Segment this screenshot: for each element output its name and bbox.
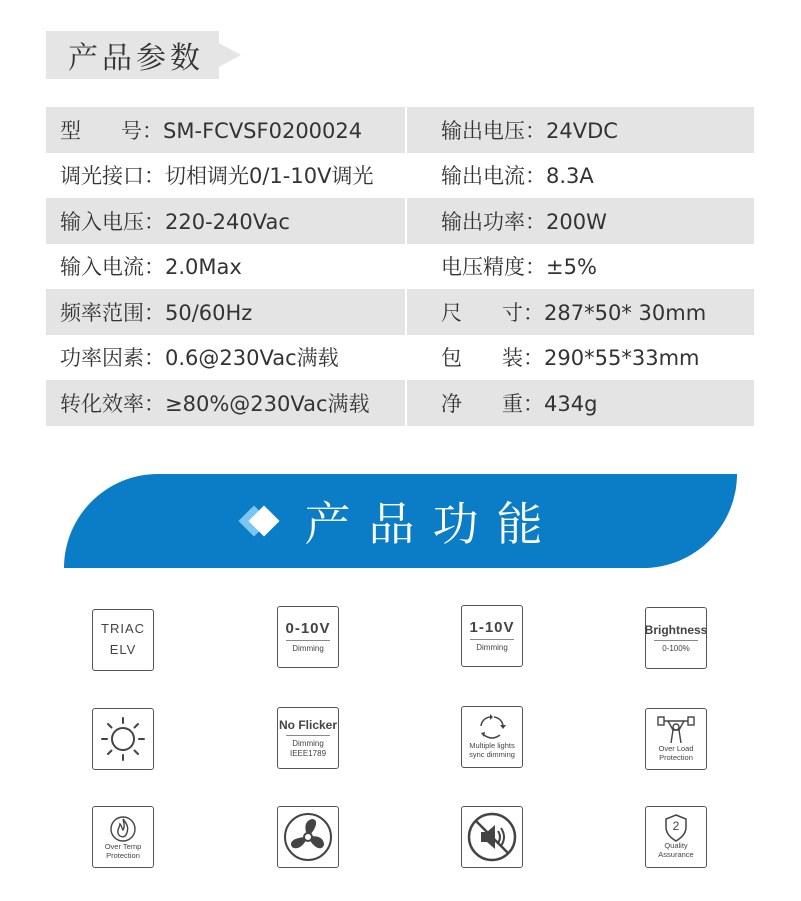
shield-icon <box>664 814 688 842</box>
banner-title: 产品功能 <box>304 497 561 551</box>
sun-glyph <box>98 714 148 764</box>
param-cell: 净 重：434g <box>441 391 598 416</box>
param-cell: 电压精度：±5% <box>441 255 597 280</box>
diamond-icon <box>241 501 281 541</box>
brightness-title: Brightness <box>644 622 708 637</box>
triac-elv-icon <box>92 609 154 671</box>
triac-label: TRIAC <box>101 621 145 637</box>
elv-label: ELV <box>109 642 137 657</box>
features-banner <box>64 474 737 568</box>
param-cell: 输出电压：24VDC <box>441 118 618 143</box>
over-temp-line1: Over Temp <box>104 842 142 852</box>
multi-sync-line1: Multiple lights <box>469 741 515 751</box>
over-load-line1: Over Load <box>658 744 694 754</box>
dimming-0-10v-icon <box>277 606 339 668</box>
sync-arrows-icon <box>475 714 509 742</box>
over-load-line2: Protection <box>659 753 693 762</box>
table-row <box>46 107 754 153</box>
flame-shield-icon <box>106 813 140 843</box>
params-table <box>46 107 754 426</box>
param-cell: 输入电流：2.0Max <box>46 244 407 290</box>
section-title-tab <box>46 31 219 79</box>
param-cell: 频率范围：50/60Hz <box>46 289 407 335</box>
dimming-0-10v-title: 0-10V <box>285 620 331 638</box>
brightness-sub: 0-100% <box>662 643 690 653</box>
param-cell: 包 装：290*55*33mm <box>441 346 700 371</box>
brightness-icon <box>645 607 707 669</box>
dimming-1-10v-sub: Dimming <box>476 643 508 653</box>
param-cell: 型 号：SM-FCVSF0200024 <box>46 107 407 153</box>
param-cell: 转化效率：≥80%@230Vac满载 <box>46 380 407 426</box>
table-row <box>46 198 754 244</box>
table-row <box>46 244 754 290</box>
no-flicker-icon <box>277 707 339 769</box>
weightlifter-icon <box>656 715 696 745</box>
fan-icon <box>277 806 339 868</box>
table-row <box>46 335 754 381</box>
quality-number: 2 <box>672 819 680 834</box>
section-title: 产品参数 <box>68 41 204 76</box>
over-temp-icon <box>92 806 154 868</box>
table-row <box>46 380 754 426</box>
quality-line1: Quality <box>664 841 688 851</box>
param-cell: 尺 寸：287*50* 30mm <box>441 300 707 325</box>
quality-icon <box>645 806 707 868</box>
table-row <box>46 153 754 199</box>
multi-sync-icon <box>461 706 523 768</box>
no-flicker-sub2: IEEE1789 <box>289 748 327 758</box>
silent-icon <box>461 806 523 868</box>
multi-sync-line2: sync dimming <box>469 750 515 759</box>
over-load-icon <box>645 708 707 770</box>
over-temp-line2: Protection <box>106 851 140 860</box>
param-cell: 调光接口：切相调光0/1-10V调光 <box>46 153 407 199</box>
mute-glyph <box>466 811 518 863</box>
param-cell: 输出功率：200W <box>441 209 607 234</box>
param-cell: 输入电压：220-240Vac <box>46 198 407 244</box>
dimming-1-10v-title: 1-10V <box>469 619 515 637</box>
dimming-0-10v-sub: Dimming <box>292 644 324 654</box>
table-row <box>46 289 754 335</box>
fan-glyph <box>282 811 334 863</box>
quality-line2: Assurance <box>658 850 694 859</box>
dimming-1-10v-icon <box>461 605 523 667</box>
no-flicker-title: No Flicker <box>278 717 338 732</box>
no-flicker-sub1: Dimming <box>292 738 324 748</box>
param-cell: 功率因素：0.6@230Vac满载 <box>46 335 407 381</box>
sun-icon <box>92 708 154 770</box>
param-cell: 输出电流：8.3A <box>441 164 594 189</box>
